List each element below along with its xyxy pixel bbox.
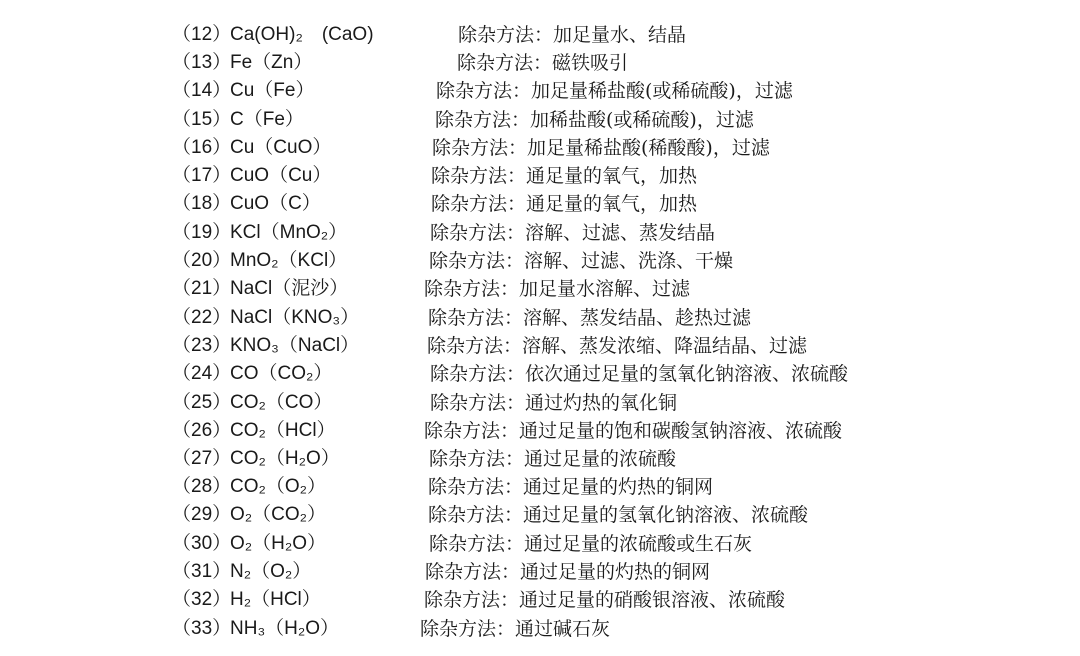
- list-item: [0, 389, 1080, 417]
- list-item: [0, 417, 1080, 445]
- list-item: [0, 558, 1080, 586]
- item-number: （17）: [172, 165, 232, 186]
- method-text: 除杂方法：通过足量的硝酸银溶液、浓硫酸: [424, 589, 786, 611]
- method-text: 除杂方法：磁铁吸引: [457, 52, 629, 74]
- method-text: 除杂方法：通过碱石灰: [420, 618, 611, 640]
- item-number: （14）: [172, 80, 232, 101]
- list-item: [0, 586, 1080, 614]
- item-number: （27）: [172, 448, 232, 469]
- method-text: 除杂方法：加足量水、结晶: [458, 24, 687, 46]
- method-text: 除杂方法：通足量的氧气，加热: [431, 165, 698, 187]
- substance-text: NaCl（泥沙）: [230, 278, 349, 299]
- method-text: 除杂方法：加足量水溶解、过滤: [424, 278, 691, 300]
- list-item: [0, 473, 1080, 501]
- list-item: [0, 247, 1080, 275]
- item-number: （22）: [172, 307, 232, 328]
- method-text: 除杂方法：通足量的氧气，加热: [431, 193, 698, 215]
- substance-text: C（Fe）: [230, 109, 304, 130]
- list-item: [0, 332, 1080, 360]
- substance-text: CO₂（HCl）: [230, 420, 336, 441]
- list-item: [0, 190, 1080, 218]
- list-item: [0, 106, 1080, 134]
- method-text: 除杂方法：溶解、过滤、蒸发结晶: [430, 222, 716, 244]
- list-item: [0, 360, 1080, 388]
- item-number: （23）: [172, 335, 232, 356]
- list-item: [0, 275, 1080, 303]
- method-text: 除杂方法：通过足量的灼热的铜网: [428, 476, 714, 498]
- list-item: [0, 219, 1080, 247]
- list-item: [0, 134, 1080, 162]
- item-number: （30）: [172, 533, 232, 554]
- substance-text: CuO（Cu）: [230, 165, 332, 186]
- method-text: 除杂方法：溶解、过滤、洗涤、干燥: [429, 250, 734, 272]
- substance-text: O₂（H₂O）: [230, 533, 327, 554]
- item-number: （18）: [172, 193, 232, 214]
- method-text: 除杂方法：通过足量的灼热的铜网: [425, 561, 711, 583]
- item-number: （20）: [172, 250, 232, 271]
- substance-text: NH₃（H₂O）: [230, 618, 340, 639]
- substance-text: MnO₂（KCl）: [230, 250, 348, 271]
- method-text: 除杂方法：通过灼热的氧化铜: [430, 392, 678, 414]
- substance-text: Cu（CuO）: [230, 137, 332, 158]
- item-number: （16）: [172, 137, 232, 158]
- item-number: （26）: [172, 420, 232, 441]
- method-text: 除杂方法：加足量稀盐酸(或稀硫酸)，过滤: [436, 80, 793, 102]
- substance-text: CO（CO₂）: [230, 363, 333, 384]
- item-number: （21）: [172, 278, 232, 299]
- substance-text: CO₂（H₂O）: [230, 448, 340, 469]
- list-item: [0, 21, 1080, 49]
- method-text: 除杂方法：加足量稀盐酸(稀酸酸)，过滤: [432, 137, 770, 159]
- substance-text: NaCl（KNO₃）: [230, 307, 360, 328]
- list-item: [0, 77, 1080, 105]
- item-number: （12）: [172, 24, 232, 45]
- substance-text: KNO₃（NaCl）: [230, 335, 360, 356]
- method-text: 除杂方法：溶解、蒸发结晶、趁热过滤: [428, 307, 752, 329]
- method-text: 除杂方法：加稀盐酸(或稀硫酸)，过滤: [435, 109, 754, 131]
- list-item: [0, 304, 1080, 332]
- item-number: （24）: [172, 363, 232, 384]
- substance-text: CO₂（O₂）: [230, 476, 327, 497]
- item-number: （15）: [172, 109, 232, 130]
- item-number: （25）: [172, 392, 232, 413]
- item-number: （19）: [172, 222, 232, 243]
- list-item: [0, 162, 1080, 190]
- item-number: （32）: [172, 589, 232, 610]
- method-text: 除杂方法：依次通过足量的氢氧化钠溶液、浓硫酸: [430, 363, 849, 385]
- item-number: （31）: [172, 561, 232, 582]
- substance-text: Fe（Zn）: [230, 52, 313, 73]
- method-text: 除杂方法：通过足量的氢氧化钠溶液、浓硫酸: [428, 504, 809, 526]
- substance-text: Ca(OH)₂ (CaO): [230, 24, 374, 45]
- substance-text: O₂（CO₂）: [230, 504, 327, 525]
- list-item: [0, 615, 1080, 643]
- method-text: 除杂方法：通过足量的浓硫酸: [429, 448, 677, 470]
- substance-text: CO₂（CO）: [230, 392, 333, 413]
- list-item: [0, 501, 1080, 529]
- method-text: 除杂方法：通过足量的浓硫酸或生石灰: [429, 533, 753, 555]
- method-text: 除杂方法：通过足量的饱和碳酸氢钠溶液、浓硫酸: [424, 420, 843, 442]
- item-number: （13）: [172, 52, 232, 73]
- item-number: （29）: [172, 504, 232, 525]
- method-text: 除杂方法：溶解、蒸发浓缩、降温结晶、过滤: [427, 335, 808, 357]
- list-item: [0, 530, 1080, 558]
- list-item: [0, 445, 1080, 473]
- substance-text: Cu（Fe）: [230, 80, 315, 101]
- substance-text: N₂（O₂）: [230, 561, 312, 582]
- item-number: （28）: [172, 476, 232, 497]
- item-number: （33）: [172, 618, 232, 639]
- substance-text: H₂（HCl）: [230, 589, 321, 610]
- substance-text: CuO（C）: [230, 193, 321, 214]
- substance-text: KCl（MnO₂）: [230, 222, 348, 243]
- list-item: [0, 49, 1080, 77]
